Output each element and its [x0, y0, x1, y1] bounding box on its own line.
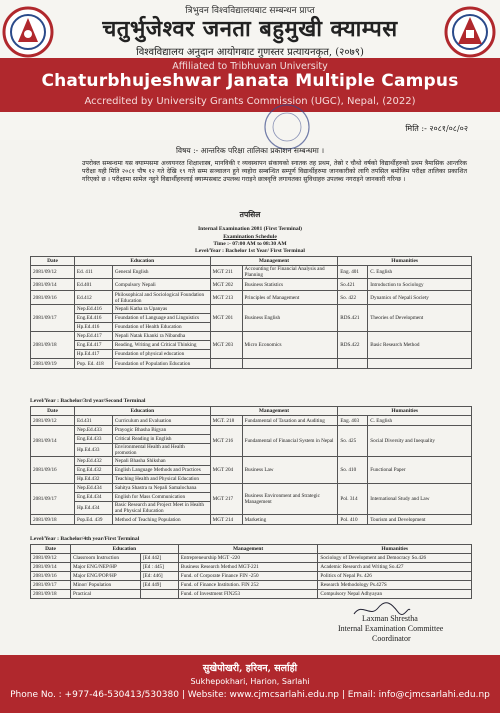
table-row: 2081/09/18 Nep.Ed.417 Nepali Natak Ekanki ra Nibandha MGT 203 Micro Economics RDS.422 Basic Research Method [31, 332, 472, 341]
office-stamp-icon [262, 102, 312, 152]
table-row: 2081/09/19 Pop. Ed. 418 Foundation of Population Education [31, 359, 472, 369]
table-row: 2081/09/14 Nep.Ed.433 Prayogic Bhasha Bigyan MGT 216 Fundamental of Financial System in Nepal So. 425 Social Diversity and Inequality [31, 426, 472, 435]
footer-address: Sukhepokhari, Harion, Sarlahi [190, 677, 310, 686]
letter-subject: विषय :- आन्तरिक परिक्षा तालिका प्रकाशन सम्बन्धमा । [175, 146, 325, 155]
details-heading: तपसिल [239, 210, 261, 219]
table-row: 2081/09/12 Classroom Instruction [Ed 442] Entrepreneurship MGT -220 Sociology of Development and Democracy So.426 [31, 554, 472, 563]
table-row: 2081/09/16 Ed.412 Philosophical and Sociological Foundation of Education MGT 213 Principles of Management So. 422 Dynamics of Nepali Society [31, 291, 472, 305]
affiliation-note: त्रिभुवन विश्वविद्यालयबाट सम्बन्धन प्राप्त [185, 6, 315, 16]
table-row: 2081/09/16 Major ENG/POP/HP [Ed: 446] Fund. of Corporate Finance FIN -250 Politics of Nepal Ps. 426 [31, 572, 472, 581]
exam-time: Time :- 07:00 AM to 08:30 AM [213, 241, 287, 247]
col-date: Date [31, 257, 75, 266]
signatory-title: Internal Examination Committee [338, 624, 444, 633]
schedule-table-third-year: Date Education Management Humanities 2081/09/12 Ed.431 Curriculum and Evaluation MGT. 218 Fundamental of Taxation and Auditing Eng. 403 C. English 2081/09/14 Nep.Ed.433 Prayogic Bhasha Bigyan MGT 216 Fundamental of Financial System in Nepal So. 425 Social Diversity and Inequality Eng.Ed.433 Critical Reading in English Hp.Ed.433 Environmental Health and Health promotion 2081/09/16 Nep.Ed.432 Nepali Bhasha Shikshan MGT 204 Business Law So. 410 Functional Paper Eng.Ed.432 English Language Methods and Practices Hp.Ed.432 Teaching Health and Physical Education 2081/09/17 Nep.Ed.434 Sahitya Shastra ra Nepali Samalochana MGT 217 Business Environment and Strategic Management Pol. 314 International Study and Law Eng.Ed.434 English for Mass Communication Hp.Ed.434 Basic Research and Project Meet in Health and Physical Education 2081/09/18 Pop.Ed. 439 Method of Teaching Population MGT 214 Marketing Pol. 410 Tourism and Development [30, 406, 472, 525]
signatory-role: Coordinator [372, 634, 411, 643]
col-education: Education [74, 257, 210, 266]
level-fourth-year: Level/Year : Bachelor/4th year/First Terminal [30, 536, 140, 542]
accreditation-nepali: विश्वविद्यालय अनुदान आयोगबाट गुणस्तर प्रत्यायनकृत, (२०७९) [136, 47, 364, 58]
table-row: 2081/09/17 Nep.Ed.434 Sahitya Shastra ra Nepali Samalochana MGT 217 Business Environment and Strategic Management Pol. 314 International Study and Law [31, 484, 472, 493]
level-first-year: Level/Year : Bachelor 1st Year/ First Terminal [195, 248, 305, 254]
col-management: Management [210, 257, 338, 266]
table-row: 2081/09/18 Pop.Ed. 439 Method of Teaching Population MGT 214 Marketing Pol. 410 Tourism and Development [31, 515, 472, 525]
footer-contact: Phone No. : +977-46-530413/530380 | Website: www.cjmcsarlahi.edu.np | Email: info@cjmcsarlahi.edu.np [10, 690, 490, 700]
col-humanities: Humanities [338, 257, 472, 266]
table-row: 2081/09/18 Practical Fund. of Investment FIN253 Compulsory Nepal Adhyayan [31, 590, 472, 599]
accreditation-english: Accredited by University Grants Commission (UGC), Nepal, (2022) [84, 96, 416, 107]
table-row: 2081/09/12 Ed. 411 General English MGT 211 Accounting for Financial Analysis and Planning Eng. 401 C. English [31, 266, 472, 279]
table-row: 2081/09/14 Ed.401 Compulsory Nepali MGT 202 Business Statistics So.421 Introduction to Sociology [31, 279, 472, 291]
signatory-name: Laxman Shrestha [362, 614, 418, 623]
table-row: 2081/09/16 Nep.Ed.432 Nepali Bhasha Shikshan MGT 204 Business Law So. 410 Functional Paper [31, 457, 472, 466]
letter-date: मिति :- २०८१/०८/०२ [405, 124, 468, 133]
table-row: 2081/09/17 Minor/ Population [Ed 449] Fund. of Finance Institution. FIN 252 Research Methodology Ps.427S [31, 581, 472, 590]
exam-title: Internal Examination 2081 (First Terminal) [197, 226, 303, 232]
college-name-nepali: चतुर्भुजेश्वर जनता बहुमुखी क्याम्पस [102, 16, 398, 42]
affiliated-line: Affiliated to Tribhuvan University [172, 61, 328, 72]
college-name-english: Chaturbhujeshwar Janata Multiple Campus [41, 71, 459, 91]
footer-address-nepali: सुखेपोखरी, हरिवन, सर्लाही [202, 663, 298, 674]
letter-body: उपरोक्त सम्बन्धमा यस क्याम्पसमा अध्ययनरत शिक्षाशास्त्र, मानविकी र व्यवस्थापन संकायको स्नातक तह प्रथम, तेस्रो र चौथो वर्षको विद्यार्थीहरुको प्रथम त्रैमासिक आन्तरिक परीक्षा यही मिति २०८१ पौष १२ गते देखि १९ गते सम्म सञ्चालन हुने व्यहोरा सम्बन्धित सम्पूर्ण विद्यार्थीहरुमा जानकारीको लागि तपसिल बमोजिम परीक्षा तालिका प्रकाशित गरिएको छ । परीक्षामा सामेल नहुने विद्यार्थीहरुलाई क्याम्पसबाट उपलब्ध गराइने छात्रवृत्ति लगायतका सुविधाहरु उपलब्ध नगराइने जानकारी गरिन्छ । [82, 160, 467, 184]
schedule-table-fourth-year: Date Education Management Humanities 2081/09/12 Classroom Instruction [Ed 442] Entrepreneurship MGT -220 Sociology of Development and Democracy So.426 2081/09/14 Major ENG/NEP/HP [Ed : 445] Business Research Method MGT-221 Academic Research and Writing So.427 2081/09/16 Major ENG/POP/HP [Ed: 446] Fund. of Corporate Finance FIN -250 Politics of Nepal Ps. 426 2081/09/17 Minor/ Population [Ed 449] Fund. of Finance Institution. FIN 252 Research Methodology Ps.427S 2081/09/18 Practical Fund. of Investment FIN253 Compulsory Nepal Adhyayan [30, 544, 472, 599]
table-row: 2081/09/12 Ed.431 Curriculum and Evaluation MGT. 218 Fundamental of Taxation and Auditing Eng. 403 C. English [31, 416, 472, 426]
exam-schedule-heading: Examination Schedule [223, 234, 277, 240]
schedule-table-first-year: Date Education Management Humanities 2081/09/12 Ed. 411 General English MGT 211 Accounting for Financial Analysis and Planning Eng. 401 C. English 2081/09/14 Ed.401 Compulsory Nepali MGT 202 Business Statistics So.421 Introduction to Sociology 2081/09/16 Ed.412 Philosophical and Sociological Foundation of Education MGT 213 Principles of Management So. 422 Dynamics of Nepali Society 2081/09/17 Nep.Ed.416 Nepali Katha ra Upanyas MGT 201 Business English RDS.421 Theories of Development Eng.Ed.416 Foundation of Language and Linguistics Hp.Ed.416 Foundation of Health Education 2081/09/18 Nep.Ed.417 Nepali Natak Ekanki ra Nibandha MGT 203 Micro Economics RDS.422 Basic Research Method Eng.Ed.417 Reading, Writing and Critical Thinking Hp.Ed.417 Foundation of physical education 2081/09/19 Pop. Ed. 418 Foundation of Population Education [30, 256, 472, 369]
level-third-year: Level/Year : Bachelor/3rd year/Second Terminal [30, 398, 146, 404]
table-row: 2081/09/17 Nep.Ed.416 Nepali Katha ra Upanyas MGT 201 Business English RDS.421 Theories of Development [31, 305, 472, 314]
table-row: 2081/09/14 Major ENG/NEP/HP [Ed : 445] Business Research Method MGT-221 Academic Research and Writing So.427 [31, 563, 472, 572]
